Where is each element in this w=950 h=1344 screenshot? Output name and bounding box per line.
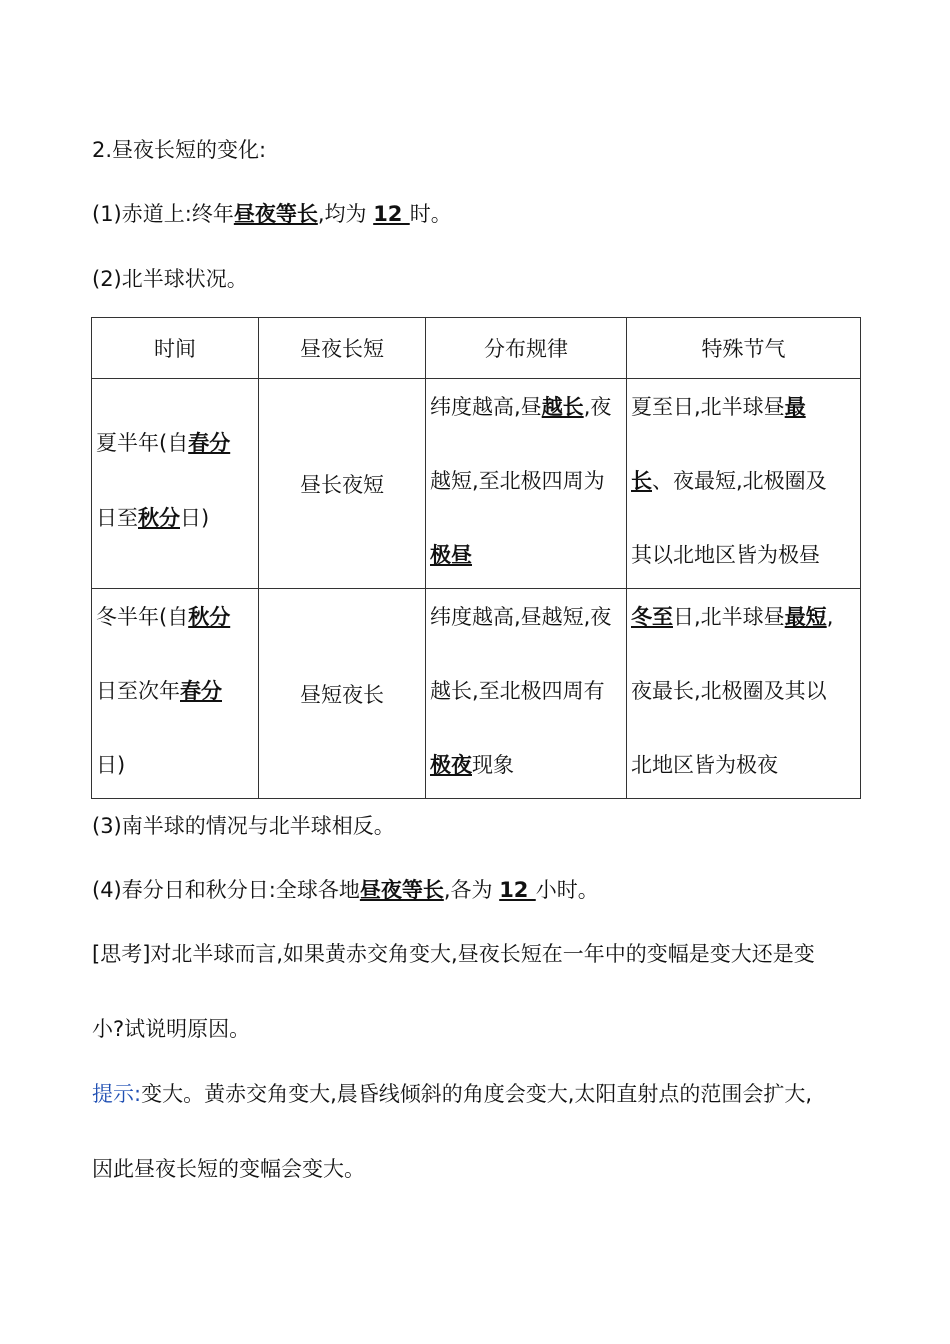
header-cell: 昼夜长短 — [259, 318, 426, 379]
cell-line: 夏至日,北半球昼最 — [631, 395, 806, 419]
cell-line: 越短,至北极四周为 — [430, 469, 605, 493]
cell-line: 极夜现象 — [430, 753, 514, 777]
hint-label: 提示: — [92, 1082, 142, 1106]
text: 时。 — [409, 202, 452, 226]
text: (1)赤道上:终年 — [92, 202, 234, 226]
text: 小时。 — [535, 878, 599, 902]
answer-blank: 昼夜等长 — [359, 878, 444, 902]
paragraph-equator — [92, 200, 452, 228]
paragraph-equinox — [92, 876, 599, 904]
section-heading: 2.昼夜长短的变化: — [92, 138, 267, 162]
length-cell: 昼长夜短 — [259, 379, 426, 589]
special-cell — [627, 589, 861, 799]
cell-line: 日至秋分日) — [96, 506, 210, 530]
think-question-line1: [思考]对北半球而言,如果黄赤交角变大,昼夜长短在一年中的变幅是变大还是变 — [92, 942, 815, 966]
table-header-row — [92, 318, 861, 379]
cell-line: 日至次年春分 — [96, 679, 222, 703]
header-cell: 分布规律 — [426, 318, 627, 379]
special-cell — [627, 379, 861, 589]
answer-blank: 12 — [499, 878, 536, 902]
table-row — [92, 379, 861, 589]
cell-line: 冬至日,北半球昼最短, — [631, 605, 834, 629]
time-cell — [92, 379, 259, 589]
header-cell: 时间 — [92, 318, 259, 379]
text: ,各为 — [443, 878, 500, 902]
rule-cell — [426, 589, 627, 799]
cell-line: 夏半年(自春分 — [96, 431, 231, 455]
header-cell: 特殊节气 — [627, 318, 861, 379]
rule-cell — [426, 379, 627, 589]
hint-line2: 因此昼夜长短的变幅会变大。 — [92, 1157, 365, 1181]
day-night-table — [91, 317, 861, 799]
cell-line: 极昼 — [430, 543, 472, 567]
text: (4)春分日和秋分日:全球各地 — [92, 878, 360, 902]
time-cell — [92, 589, 259, 799]
cell-line: 长、夜最短,北极圈及 — [631, 469, 827, 493]
hint-line1 — [92, 1080, 812, 1108]
cell-line: 冬半年(自秋分 — [96, 605, 231, 629]
text: 变大。黄赤交角变大,晨昏线倾斜的角度会变大,太阳直射点的范围会扩大, — [141, 1082, 813, 1106]
text: ,均为 — [317, 202, 374, 226]
length-cell: 昼短夜长 — [259, 589, 426, 799]
answer-blank: 12 — [373, 202, 410, 226]
cell-line: 夜最长,北极圈及其以 — [631, 679, 827, 703]
cell-line: 日) — [96, 753, 126, 777]
table-row — [92, 589, 861, 799]
paragraph-north: (2)北半球状况。 — [92, 267, 248, 291]
cell-line: 北地区皆为极夜 — [631, 753, 778, 777]
think-question-line2: 小?试说明原因。 — [92, 1017, 251, 1041]
cell-line: 纬度越高,昼越长,夜 — [430, 395, 612, 419]
cell-line: 纬度越高,昼越短,夜 — [430, 605, 612, 629]
paragraph-south: (3)南半球的情况与北半球相反。 — [92, 814, 395, 838]
cell-line: 越长,至北极四周有 — [430, 679, 605, 703]
answer-blank: 昼夜等长 — [233, 202, 318, 226]
cell-line: 其以北地区皆为极昼 — [631, 543, 820, 567]
